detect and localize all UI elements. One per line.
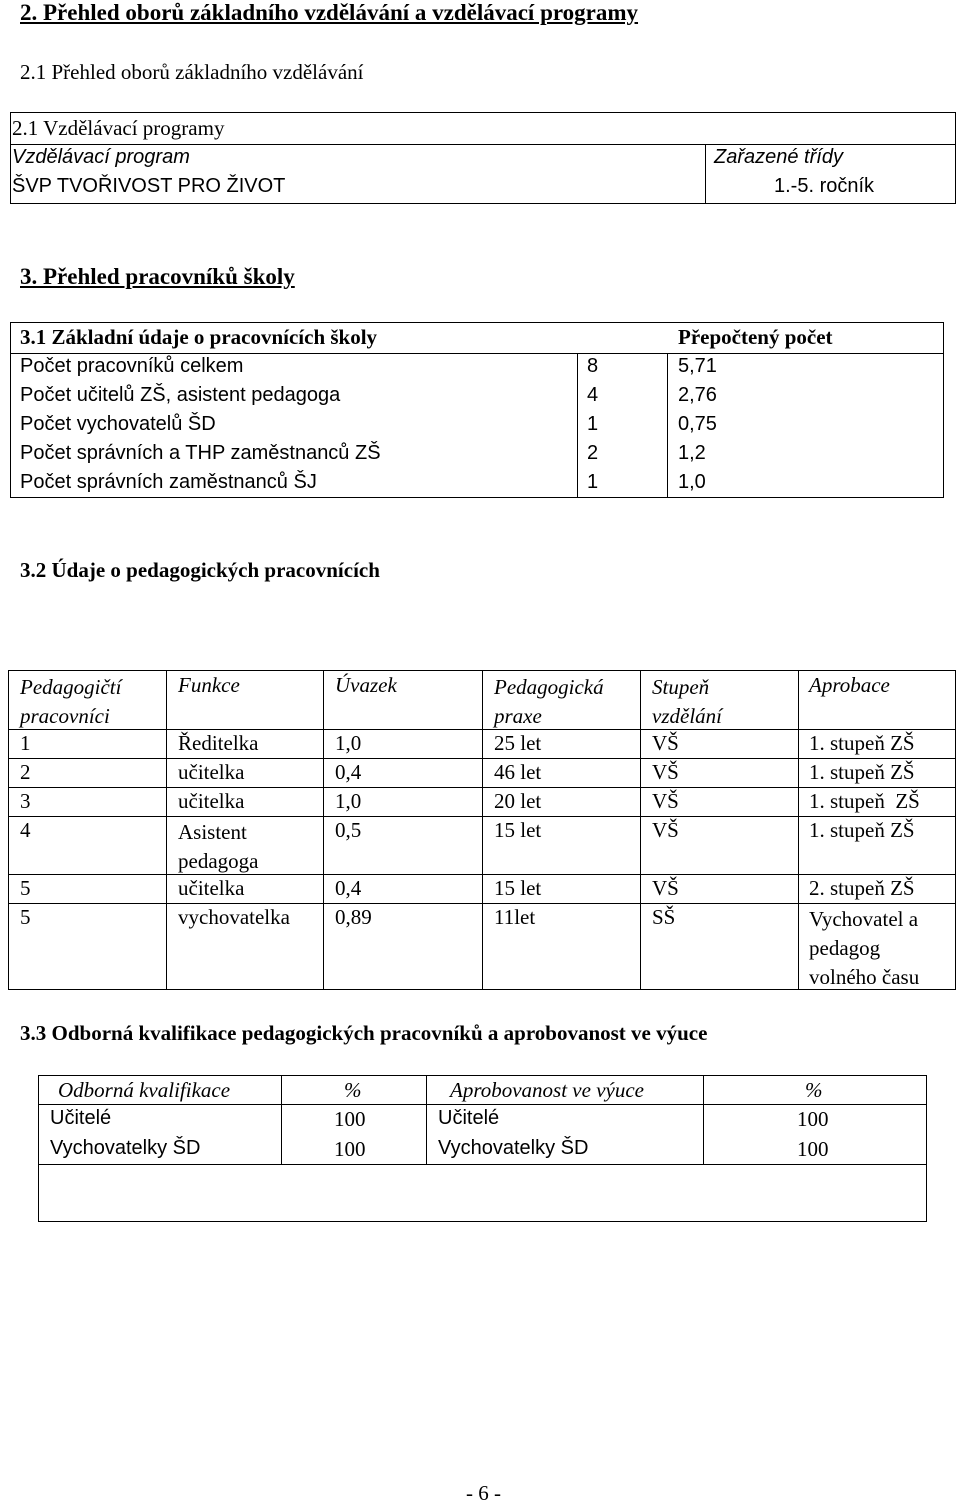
ped-cell: 4: [20, 818, 31, 842]
program-name: ŠVP TVOŘIVOST PRO ŽIVOT: [12, 175, 286, 197]
program-classes: 1.-5. ročník: [774, 175, 875, 197]
section-2-heading: 2. Přehled oborů základního vzdělávání a vzdělávací programy: [20, 0, 639, 25]
ped-cell: Asistent pedagoga: [178, 820, 259, 873]
qual-cell: Vychovatelky ŠD: [438, 1137, 589, 1159]
qual-cell: Vychovatelky ŠD: [50, 1137, 201, 1159]
ped-cell: 15 let: [494, 818, 542, 842]
basic-row-count: 1: [587, 471, 599, 493]
ped-cell: 1. stupeň ZŠ: [809, 760, 915, 784]
basic-row-count: 4: [587, 384, 599, 406]
ped-header-workers: Pedagogičtí pracovníci: [20, 675, 122, 728]
programs-col-classes: Zařazené třídy: [714, 146, 843, 168]
ped-cell: 3: [20, 789, 31, 813]
ped-header-education: Stupeň vzdělání: [652, 675, 722, 728]
pedagogical-title: 3.2 Údaje o pedagogických pracovnících: [20, 558, 380, 582]
programs-col-program: Vzdělávací program: [12, 146, 190, 168]
qualification-title: 3.3 Odborná kvalifikace pedagogických pracovníků a aprobovanost ve výuce: [20, 1021, 708, 1045]
qual-header-approbation: Aprobovanost ve výuce: [450, 1078, 644, 1102]
qual-header-percent: %: [344, 1078, 362, 1102]
ped-cell: Ředitelka: [178, 731, 259, 755]
ped-cell: 0,4: [335, 876, 362, 900]
ped-cell: 0,4: [335, 760, 362, 784]
ped-cell: VŠ: [652, 876, 679, 900]
basic-row-label: Počet vychovatelů ŠD: [20, 413, 216, 435]
ped-cell: 0,89: [335, 905, 372, 929]
ped-cell: VŠ: [652, 818, 679, 842]
ped-cell: 1,0: [335, 731, 362, 755]
ped-header-approbation: Aprobace: [809, 673, 890, 697]
page-number: - 6 -: [466, 1481, 501, 1505]
section-2-1-heading: 2.1 Přehled oborů základního vzdělávání: [20, 60, 364, 84]
ped-cell: učitelka: [178, 876, 245, 900]
ped-cell: 20 let: [494, 789, 542, 813]
ped-cell: Vychovatel a pedagog volného času: [809, 907, 920, 989]
basic-col-recalc: Přepočtený počet: [678, 325, 833, 349]
ped-header-practice: Pedagogická praxe: [494, 675, 604, 728]
ped-header-workload: Úvazek: [335, 673, 397, 697]
programs-title: 2.1 Vzdělávací programy: [12, 116, 225, 140]
basic-row-recalc: 1,0: [678, 471, 706, 493]
ped-cell: 25 let: [494, 731, 542, 755]
basic-row-count: 8: [587, 355, 599, 377]
ped-cell: 15 let: [494, 876, 542, 900]
ped-cell: 1. stupeň ZŠ: [809, 731, 915, 755]
basic-row-label: Počet správních zaměstnanců ŠJ: [20, 471, 317, 493]
basic-row-count: 1: [587, 413, 599, 435]
ped-cell: 1,0: [335, 789, 362, 813]
basic-row-count: 2: [587, 442, 599, 464]
ped-header-function: Funkce: [178, 673, 240, 697]
basic-row-recalc: 5,71: [678, 355, 717, 377]
ped-cell: SŠ: [652, 905, 676, 929]
basic-row-label: Počet pracovníků celkem: [20, 355, 244, 377]
qual-header-qualification: Odborná kvalifikace: [58, 1078, 231, 1102]
basic-row-recalc: 0,75: [678, 413, 717, 435]
qual-cell: 100: [334, 1107, 366, 1131]
ped-cell: 0,5: [335, 818, 362, 842]
ped-cell: 46 let: [494, 760, 542, 784]
ped-cell: 5: [20, 905, 31, 929]
qual-cell: Učitelé: [50, 1107, 112, 1129]
ped-cell: vychovatelka: [178, 905, 290, 929]
qual-cell: Učitelé: [438, 1107, 500, 1129]
section-3-heading: 3. Přehled pracovníků školy: [20, 264, 295, 289]
qual-cell: 100: [797, 1107, 829, 1131]
ped-cell: VŠ: [652, 789, 679, 813]
qual-cell: 100: [797, 1137, 829, 1161]
qual-header-percent-2: %: [805, 1078, 823, 1102]
ped-cell: 5: [20, 876, 31, 900]
ped-cell: VŠ: [652, 731, 679, 755]
ped-cell: 11let: [494, 905, 536, 929]
ped-cell: 1. stupeň ZŠ: [809, 789, 920, 813]
ped-cell: 1. stupeň ZŠ: [809, 818, 915, 842]
ped-cell: učitelka: [178, 789, 245, 813]
ped-cell: 2: [20, 760, 31, 784]
basic-row-label: Počet učitelů ZŠ, asistent pedagoga: [20, 384, 341, 406]
basic-row-recalc: 2,76: [678, 384, 717, 406]
qual-cell: 100: [334, 1137, 366, 1161]
basic-data-title: 3.1 Základní údaje o pracovnících školy: [20, 325, 378, 349]
basic-row-label: Počet správních a THP zaměstnanců ZŠ: [20, 442, 381, 464]
basic-row-recalc: 1,2: [678, 442, 706, 464]
ped-cell: učitelka: [178, 760, 245, 784]
ped-cell: VŠ: [652, 760, 679, 784]
ped-cell: 1: [20, 731, 31, 755]
ped-cell: 2. stupeň ZŠ: [809, 876, 915, 900]
